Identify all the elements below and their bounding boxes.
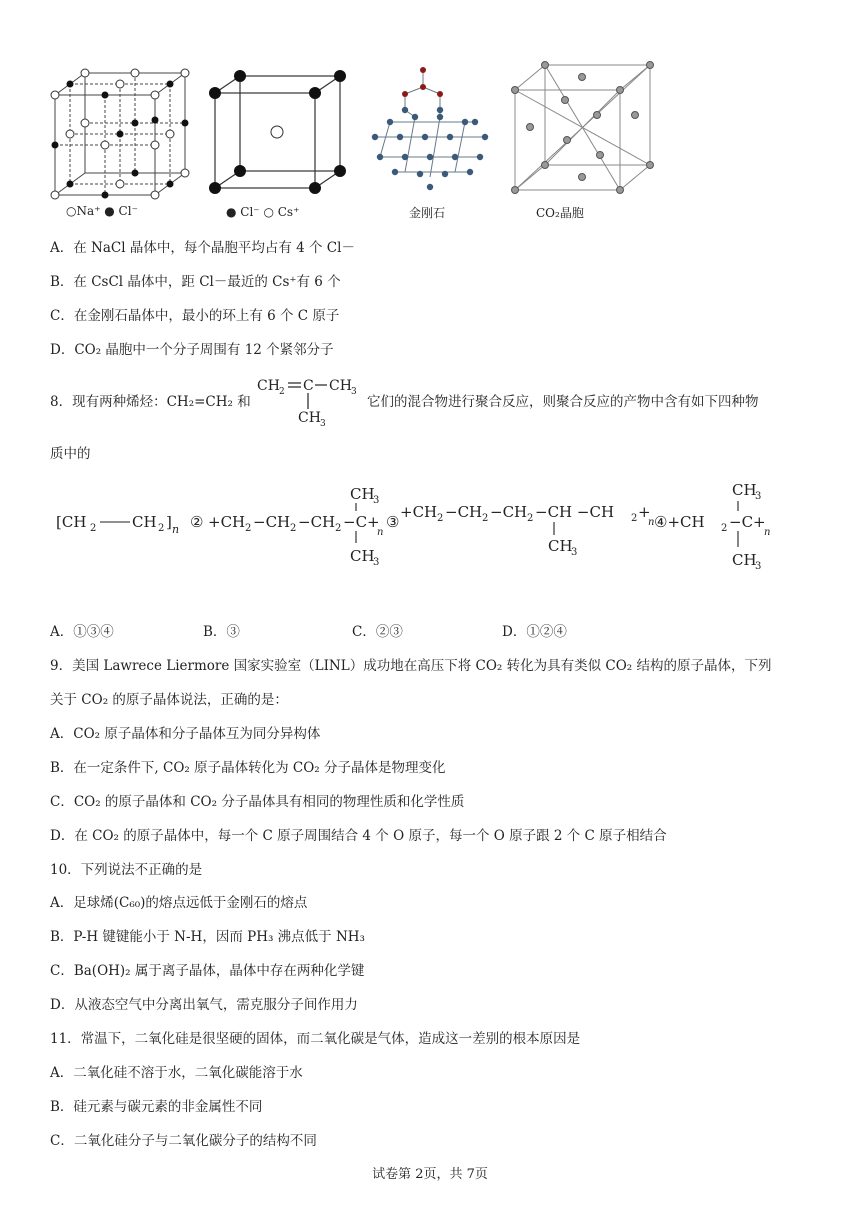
svg-text:④+CH: ④+CH [654,513,705,531]
svg-text:n: n [764,527,771,538]
cscl-legend: ● Cl⁻ ○ Cs⁺ [226,205,300,219]
svg-text:2: 2 [437,513,444,524]
q8-option-b: B．③ [203,624,240,640]
q8-option-c: C．②③ [352,624,403,640]
page-footer: 试卷第 2页，共 7页 [372,1167,488,1182]
svg-text:3: 3 [571,547,578,558]
q8-isobutene-structure [255,372,365,430]
svg-text:3: 3 [320,419,326,429]
q9-option-a: A．CO₂ 原子晶体和分子晶体互为同分异构体 [50,726,321,742]
svg-text:CH: CH [732,481,757,499]
co2-cell-figure [505,55,660,200]
q7-option-d: D．CO₂ 晶胞中一个分子周围有 12 个紧邻分子 [50,342,334,358]
svg-text:2: 2 [335,523,342,534]
svg-text:+CH: +CH [400,503,438,521]
q8-polymer-structures [48,475,778,580]
svg-text:n: n [377,527,384,538]
q11-option-c: C．二氧化硅分子与二氧化碳分子的结构不同 [50,1133,317,1149]
q10-option-d: D．从液态空气中分离出氧气，需克服分子间作用力 [50,997,358,1013]
svg-text:CH: CH [132,513,157,531]
svg-text:−CH: −CH [490,503,528,521]
svg-text:−CH: −CH [253,513,291,531]
nacl-cell-figure [45,65,195,200]
svg-text:2: 2 [158,523,165,534]
svg-text:−CH: −CH [445,503,483,521]
svg-text:②: ② [190,513,204,531]
diamond-caption: 金刚石 [409,206,446,220]
svg-text:2: 2 [245,523,252,534]
svg-text:CH: CH [548,537,573,555]
nacl-legend: ○Na⁺ ● Cl⁻ [66,204,138,218]
svg-text:−CH −CH: −CH −CH [535,503,615,521]
svg-text:CH: CH [350,485,375,503]
q9-stem-line1: 9．美国 Lawrece Liermore 国家实验室（LINL）成功地在高压下将 CO₂ 转化为具有类似 CO₂ 结构的原子晶体，下列 [50,658,772,674]
svg-text:n: n [172,523,180,536]
svg-text:2: 2 [90,523,97,534]
svg-text:+CH: +CH [208,513,246,531]
svg-text:3: 3 [351,387,357,397]
svg-text:2: 2 [279,387,285,397]
q11-option-a: A．二氧化硅不溶于水，二氧化碳能溶于水 [50,1065,303,1081]
svg-text:+: + [638,503,651,521]
svg-text:−CH: −CH [298,513,336,531]
svg-text:3: 3 [373,495,380,506]
cscl-cell-figure [205,68,350,198]
q8-stem-lead: 8．现有两种烯烃：CH₂=CH₂ 和 [50,394,251,410]
svg-text:C: C [303,378,314,394]
svg-text:CH: CH [732,551,757,569]
q10-option-a: A．足球烯(C₆₀)的熔点远低于金刚石的熔点 [50,895,308,911]
svg-text:CH: CH [257,378,280,394]
q9-option-b: B．在一定条件下, CO₂ 原子晶体转化为 CO₂ 分子晶体是物理变化 [50,760,446,776]
q7-option-a: A．在 NaCl 晶体中，每个晶胞平均占有 4 个 Cl－ [50,240,355,256]
svg-text:2: 2 [721,523,728,534]
svg-text:CH: CH [329,378,352,394]
q8-option-a: A．①③④ [50,624,114,640]
svg-text:2: 2 [290,523,297,534]
q9-stem-line2: 关于 CO₂ 的原子晶体说法，正确的是： [50,692,288,708]
q7-option-b: B．在 CsCl 晶体中，距 Cl－最近的 Cs⁺有 6 个 [50,274,341,290]
svg-text:3: 3 [755,491,762,502]
svg-text:n: n [648,517,655,528]
q8-stem-tail: 它们的混合物进行聚合反应，则聚合反应的产物中含有如下四种物 [367,394,759,410]
svg-text:3: 3 [755,561,762,572]
svg-text:]: ] [166,513,172,531]
q10-option-b: B．P-H 键键能小于 N-H，因而 PH₃ 沸点低于 NH₃ [50,929,365,945]
q9-option-d: D．在 CO₂ 的原子晶体中，每一个 C 原子周围结合 4 个 O 原子，每一个 O 原子跟 2 个 C 原子相结合 [50,828,667,844]
co2-caption: CO₂晶胞 [536,206,584,220]
svg-text:−C+: −C+ [729,513,766,531]
q7-option-c: C．在金刚石晶体中，最小的环上有 6 个 C 原子 [50,308,340,324]
svg-text:CH: CH [298,410,321,426]
q10-stem: 10．下列说法不正确的是 [50,862,203,878]
svg-text:3: 3 [373,557,380,568]
q10-option-c: C．Ba(OH)₂ 属于离子晶体，晶体中存在两种化学键 [50,963,365,979]
svg-text:CH: CH [350,547,375,565]
svg-text:2: 2 [527,513,534,524]
q8-option-d: D．①②④ [502,624,567,640]
svg-text:2: 2 [482,513,489,524]
q11-stem: 11．常温下，二氧化硅是很坚硬的固体，而二氧化碳是气体，造成这一差别的根本原因是 [50,1031,581,1047]
svg-text:2: 2 [631,513,638,524]
q8-stem-cont: 质中的 [50,446,91,462]
svg-text:−C+: −C+ [343,513,380,531]
q9-option-c: C．CO₂ 的原子晶体和 CO₂ 分子晶体具有相同的物理性质和化学性质 [50,794,465,810]
q11-option-b: B．硅元素与碳元素的非金属性不同 [50,1099,263,1115]
diamond-structure-figure [365,62,495,197]
svg-text:[CH: [CH [56,513,87,531]
svg-text:③: ③ [386,513,400,531]
